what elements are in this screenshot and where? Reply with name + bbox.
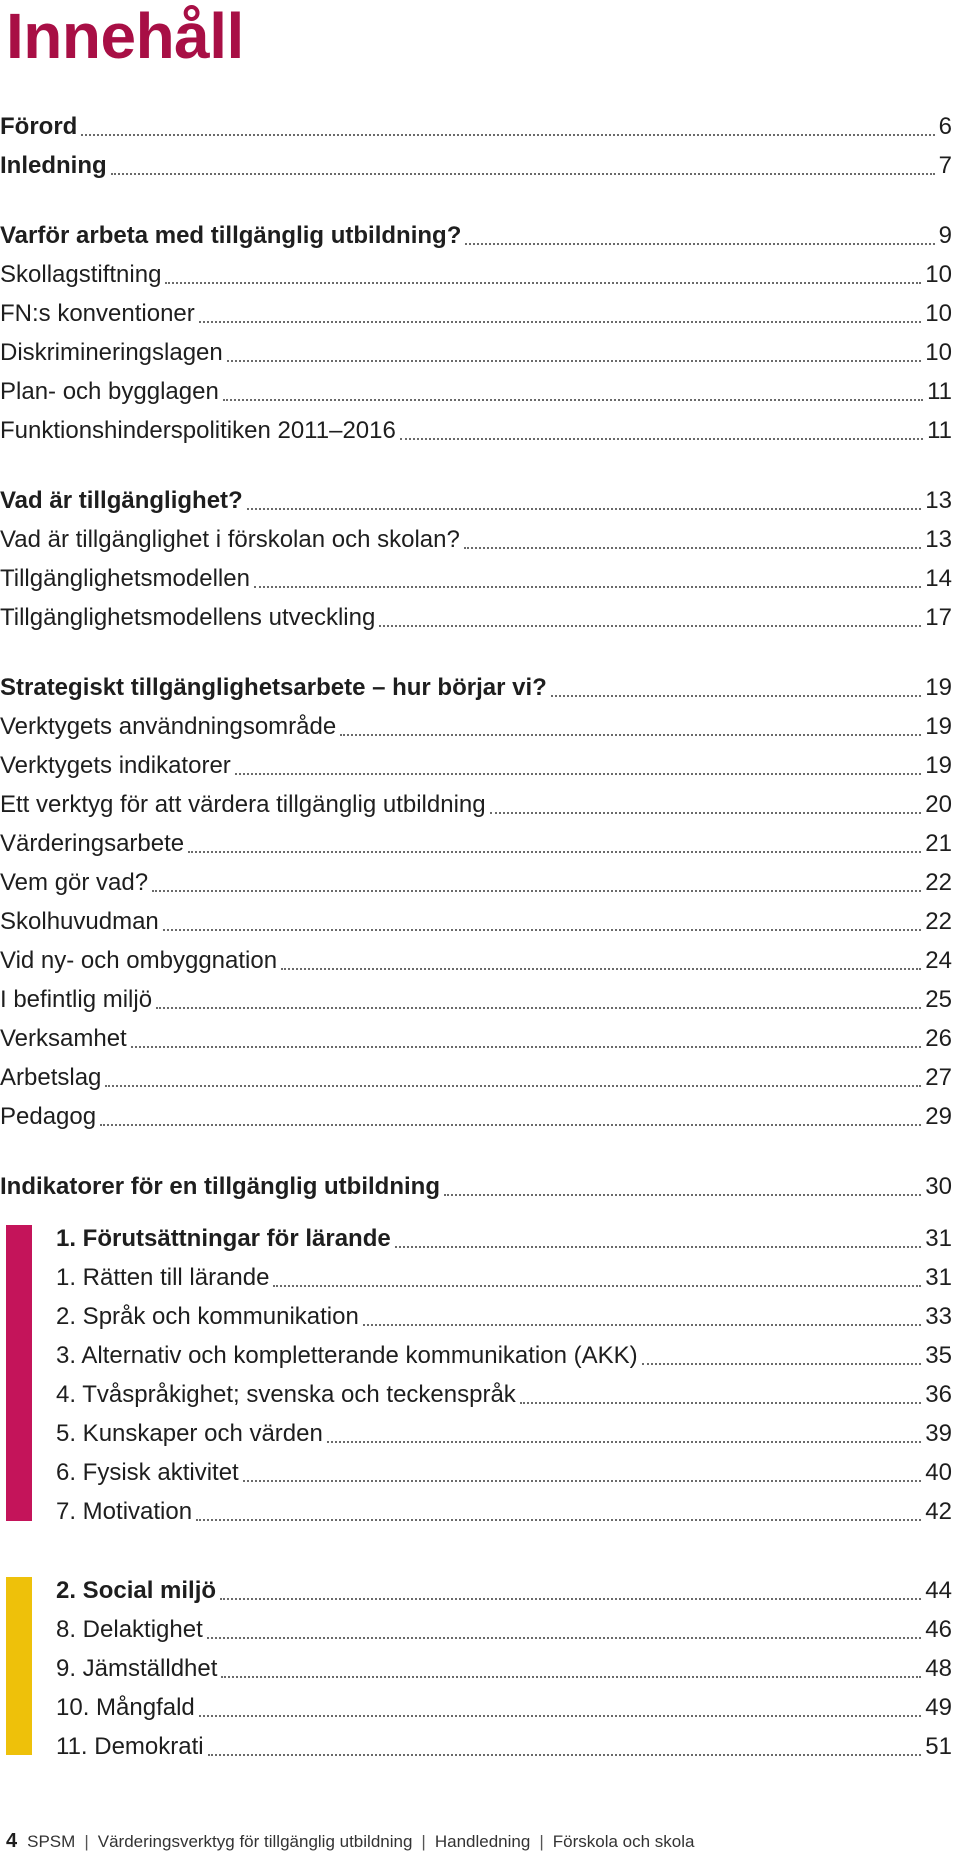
toc-entry[interactable] — [0, 1613, 952, 1647]
dot-leader — [340, 734, 921, 736]
toc-entry[interactable] — [0, 1022, 952, 1056]
dot-leader — [131, 1046, 922, 1048]
toc-entry[interactable] — [0, 1417, 952, 1451]
toc-entry[interactable] — [0, 944, 952, 978]
toc-entry-page: 39 — [925, 1420, 952, 1447]
dot-leader — [207, 1637, 922, 1639]
dot-leader — [188, 851, 921, 853]
dot-leader — [444, 1194, 921, 1196]
toc-entry-page: 19 — [925, 752, 952, 779]
footer-separator: | — [84, 1832, 89, 1851]
toc-entry-label: Verktygets användningsområde — [0, 713, 337, 740]
toc-entry[interactable] — [0, 1100, 952, 1134]
toc-entry-label: Inledning — [0, 152, 107, 179]
toc-entry-page: 36 — [925, 1381, 952, 1408]
toc-entry-page: 31 — [925, 1225, 952, 1252]
toc-entry[interactable] — [0, 749, 952, 783]
footer-document-type: Handledning — [434, 1832, 531, 1851]
toc-entry-page: 22 — [925, 869, 952, 896]
toc-entry-page: 13 — [925, 526, 952, 553]
toc-entry-page: 31 — [925, 1264, 952, 1291]
page-title: Innehåll — [6, 0, 244, 72]
dot-leader — [551, 695, 922, 697]
toc-entry-page: 10 — [925, 339, 952, 366]
toc-entry[interactable] — [0, 1261, 952, 1295]
dot-leader — [100, 1124, 921, 1126]
toc-entry[interactable] — [0, 219, 952, 253]
toc-entry-label: FN:s konventioner — [0, 300, 195, 327]
toc-entry-label: 8. Delaktighet — [56, 1616, 203, 1643]
toc-entry-label: Vad är tillgänglighet i förskolan och skolan? — [0, 526, 460, 553]
toc-entry-label: Skollagstiftning — [0, 261, 162, 288]
toc-entry[interactable] — [0, 827, 952, 861]
toc-entry-page: 9 — [938, 222, 952, 249]
toc-entry[interactable] — [0, 1300, 952, 1334]
page-footer — [6, 1830, 694, 1860]
dot-leader — [327, 1441, 921, 1443]
toc-entry[interactable] — [0, 110, 952, 144]
dot-leader — [165, 282, 921, 284]
toc-entry[interactable] — [0, 1730, 952, 1764]
toc-entry-page: 51 — [925, 1733, 952, 1760]
dot-leader — [243, 1480, 922, 1482]
toc-entry-label: 6. Fysisk aktivitet — [56, 1459, 239, 1486]
toc-entry-label: Ett verktyg för att värdera tillgänglig utbildning — [0, 791, 486, 818]
dot-leader — [208, 1754, 922, 1756]
toc-entry-label: Indikatorer för en tillgänglig utbildning — [0, 1173, 440, 1200]
toc-entry-label: Plan- och bygglagen — [0, 378, 219, 405]
footer-document-title: Värderingsverktyg för tillgänglig utbildning — [97, 1832, 413, 1851]
toc-entry-label: 11. Demokrati — [56, 1733, 204, 1760]
toc-entry[interactable] — [0, 1495, 952, 1529]
toc-entry-label: Verktygets indikatorer — [0, 752, 231, 779]
toc-entry[interactable] — [0, 866, 952, 900]
toc-entry-label: Strategiskt tillgänglighetsarbete – hur börjar vi? — [0, 674, 547, 701]
toc-entry[interactable] — [0, 1170, 952, 1204]
toc-entry[interactable] — [0, 1652, 952, 1686]
toc-entry-page: 42 — [925, 1498, 952, 1525]
toc-entry-page: 25 — [925, 986, 952, 1013]
toc-entry-page: 13 — [925, 487, 952, 514]
toc-entry[interactable] — [0, 336, 952, 370]
dot-leader — [464, 547, 921, 549]
dot-leader — [223, 399, 923, 401]
dot-leader — [105, 1085, 921, 1087]
dot-leader — [363, 1324, 921, 1326]
toc-entry-label: Pedagog — [0, 1103, 97, 1130]
dot-leader — [196, 1519, 921, 1521]
toc-entry-label: Diskrimineringslagen — [0, 339, 223, 366]
dot-leader — [490, 812, 922, 814]
footer-separator: | — [539, 1832, 544, 1851]
toc-entry[interactable] — [0, 375, 952, 409]
toc-entry[interactable] — [0, 1339, 952, 1373]
toc-entry-page: 14 — [925, 565, 952, 592]
footer-separator: | — [421, 1832, 426, 1851]
toc-entry[interactable] — [0, 297, 952, 331]
toc-entry-page: 33 — [925, 1303, 952, 1330]
toc-entry-label: Vid ny- och ombyggnation — [0, 947, 278, 974]
dot-leader — [221, 1676, 921, 1678]
toc-entry-page: 21 — [925, 830, 952, 857]
dot-leader — [273, 1285, 921, 1287]
toc-entry[interactable] — [0, 1222, 952, 1256]
dot-leader — [199, 321, 922, 323]
dot-leader — [163, 929, 922, 931]
toc-entry-label: Vad är tillgänglighet? — [0, 487, 243, 514]
toc-entry-label: Funktionshinderspolitiken 2011–2016 — [0, 417, 396, 444]
dot-leader — [199, 1715, 922, 1717]
toc-entry[interactable] — [0, 258, 952, 292]
toc-entry-label: Varför arbeta med tillgänglig utbildning? — [0, 222, 462, 249]
dot-leader — [247, 508, 922, 510]
dot-leader — [81, 134, 934, 136]
toc-entry-label: 7. Motivation — [56, 1498, 193, 1525]
toc-entry-page: 49 — [925, 1694, 952, 1721]
toc-entry[interactable] — [0, 983, 952, 1017]
dot-leader — [395, 1246, 922, 1248]
toc-entry-page: 19 — [925, 713, 952, 740]
toc-entry-page: 29 — [925, 1103, 952, 1130]
toc-entry-page: 26 — [925, 1025, 952, 1052]
toc-entry-label: 2. Språk och kommunikation — [56, 1303, 359, 1330]
toc-entry-label: Tillgänglighetsmodellen — [0, 565, 250, 592]
toc-entry-page: 19 — [925, 674, 952, 701]
dot-leader — [254, 586, 921, 588]
dot-leader — [220, 1598, 921, 1600]
toc-entry[interactable] — [0, 523, 952, 557]
dot-leader — [235, 773, 922, 775]
toc-entry-page: 6 — [938, 113, 952, 140]
dot-leader — [281, 968, 921, 970]
toc-entry-label: 10. Mångfald — [56, 1694, 195, 1721]
toc-entry-page: 11 — [927, 417, 952, 444]
dot-leader — [152, 890, 921, 892]
toc-entry[interactable] — [0, 710, 952, 744]
toc-entry-label: 5. Kunskaper och värden — [56, 1420, 323, 1447]
toc-entry[interactable] — [0, 414, 952, 448]
toc-entry-page: 35 — [925, 1342, 952, 1369]
toc-entry-page: 48 — [925, 1655, 952, 1682]
toc-entry-label: 4. Tvåspråkighet; svenska och teckenspråk — [56, 1381, 516, 1408]
footer-page-number: 4 — [6, 1830, 18, 1852]
toc-entry-page: 46 — [925, 1616, 952, 1643]
toc-entry-label: 1. Förutsättningar för lärande — [56, 1225, 391, 1252]
toc-entry[interactable] — [0, 1061, 952, 1095]
dot-leader — [400, 438, 923, 440]
toc-entry-label: Värderingsarbete — [0, 830, 185, 857]
dot-leader — [520, 1402, 922, 1404]
toc-entry-label: Tillgänglighetsmodellens utveckling — [0, 604, 376, 631]
toc-entry-label: 2. Social miljö — [56, 1577, 217, 1604]
toc-entry-page: 24 — [925, 947, 952, 974]
dot-leader — [642, 1363, 922, 1365]
toc-entry-page: 7 — [938, 152, 952, 179]
dot-leader — [227, 360, 922, 362]
dot-leader — [111, 173, 935, 175]
toc-entry-page: 20 — [925, 791, 952, 818]
dot-leader — [465, 243, 934, 245]
toc-entry[interactable] — [0, 1378, 952, 1412]
toc-entry[interactable] — [0, 1456, 952, 1490]
footer-publisher: SPSM — [27, 1832, 76, 1851]
toc-entry-label: Skolhuvudman — [0, 908, 159, 935]
toc-entry-label: Förord — [0, 113, 78, 140]
toc-entry-label: I befintlig miljö — [0, 986, 153, 1013]
toc-entry-page: 40 — [925, 1459, 952, 1486]
toc-entry-label: 1. Rätten till lärande — [56, 1264, 270, 1291]
toc-entry-page: 17 — [925, 604, 952, 631]
toc-entry-page: 27 — [925, 1064, 952, 1091]
toc-entry-page: 30 — [925, 1173, 952, 1200]
toc-entry[interactable] — [0, 149, 952, 183]
dot-leader — [379, 625, 921, 627]
toc-entry-page: 22 — [925, 908, 952, 935]
toc-entry-label: Arbetslag — [0, 1064, 102, 1091]
toc-entry-page: 10 — [925, 300, 952, 327]
toc-entry[interactable] — [0, 671, 952, 705]
toc-entry[interactable] — [0, 562, 952, 596]
toc-entry[interactable] — [0, 788, 952, 822]
toc-entry-label: 3. Alternativ och kompletterande kommunikation (AKK) — [56, 1342, 638, 1369]
toc-entry[interactable] — [0, 1691, 952, 1725]
dot-leader — [156, 1007, 921, 1009]
toc-entry-label: 9. Jämställdhet — [56, 1655, 218, 1682]
toc-entry[interactable] — [0, 484, 952, 518]
footer-audience: Förskola och skola — [552, 1832, 695, 1851]
toc-entry-page: 44 — [925, 1577, 952, 1604]
toc-entry-page: 11 — [927, 378, 952, 405]
toc-entry[interactable] — [0, 1574, 952, 1608]
toc-entry-label: Verksamhet — [0, 1025, 127, 1052]
toc-entry-label: Vem gör vad? — [0, 869, 149, 896]
toc-entry[interactable] — [0, 601, 952, 635]
toc-entry[interactable] — [0, 905, 952, 939]
toc-entry-page: 10 — [925, 261, 952, 288]
